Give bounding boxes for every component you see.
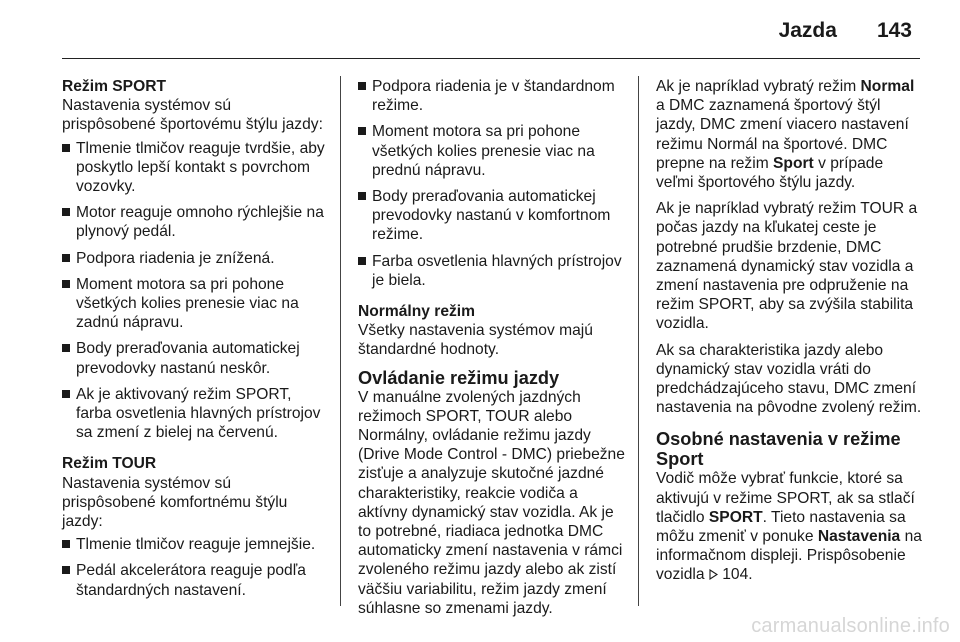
tour-mode-intro: Nastavenia systémov sú prispôsobené komfortnému štýlu jazdy: bbox=[62, 474, 288, 531]
list-item: Pedál akcelerátora reaguje podľa štandardných nastavení. bbox=[62, 561, 328, 599]
page-header bbox=[779, 18, 912, 44]
tour-mode-list-continued bbox=[358, 77, 630, 290]
section-title: Jazda bbox=[778, 19, 837, 42]
header-rule bbox=[62, 58, 920, 59]
column-divider-2 bbox=[638, 76, 639, 606]
list-item: Tlmenie tlmičov reaguje jemnejšie. bbox=[62, 535, 328, 554]
dmc-tour-example: Ak je napríklad vybratý režim TOUR a počas jazdy na kľukatej ceste je potrebné prudšie brzdenie, DMC zaznamená dynamický stav vozidla a zmení nastavenia pre odpruženie na režim SPORT, aby sa zvýšila stabilita vozidla. bbox=[656, 200, 918, 333]
list-item: Tlmenie tlmičov reaguje tvrdšie, aby poskytlo lepší kontakt s povrchom vozovky. bbox=[62, 139, 328, 197]
text-run: Vodič môže vybrať funkcie, ktoré sa aktivujú v režime SPORT, ak sa stlačí tlačidlo bbox=[656, 470, 915, 526]
list-item: Farba osvetlenia hlavných prístrojov je biela. bbox=[358, 252, 630, 290]
text-run: a DMC zaznamená športový štýl jazdy, DMC zmení viacero nastavení režimu Normál na športové. DMC prepne na režim bbox=[656, 97, 909, 172]
list-item: Moment motora sa pri pohone všetkých kolies prenesie viac na zadnú nápravu. bbox=[62, 275, 328, 333]
column-2 bbox=[358, 77, 630, 618]
keyword-settings: Nastavenia bbox=[817, 528, 901, 546]
dmc-revert-text: Ak sa charakteristika jazdy alebo dynamický stav vozidla vráti do predchádzajúceho stavu, DMC zmení nastavenia na pôvodne zvolený režim. bbox=[656, 341, 922, 417]
column-1 bbox=[62, 77, 328, 607]
list-item: Ak je aktivovaný režim SPORT, farba osvetlenia hlavných prístrojov sa zmení z bielej na červenú. bbox=[62, 385, 328, 443]
column-divider-1 bbox=[340, 76, 341, 606]
sport-mode-list bbox=[62, 139, 328, 443]
drive-mode-control-heading: Ovládanie režimu jazdy bbox=[358, 367, 560, 388]
text-run: . Tieto nastavenia sa môžu zmeniť v ponuke bbox=[656, 508, 906, 546]
dmc-normal-example bbox=[656, 77, 924, 192]
drive-mode-control-text: V manuálne zvolených jazdných režimoch SPORT, TOUR alebo Normálny, ovládanie režimu jazdy (Drive Mode Control - DMC) priebežne zisťuje a analyzuje skutočné jazdné charakteristiky, reakcie vodiča a aktívny dynamický stav vozidla. Ak je to potrebné, riadiaca jednotka DMC automaticky zmení nastavenia v rámci zvoleného režimu jazdy alebo ak zistí väčšiu variabilitu, režim jazdy zmení súhlasne so zmenami jazdy. bbox=[358, 388, 625, 617]
keyword-sport-button: SPORT bbox=[708, 508, 763, 526]
list-item: Moment motora sa pri pohone všetkých kolies prenesie viac na prednú nápravu. bbox=[358, 122, 630, 180]
text-run: v prípade veľmi športového štýlu jazdy. bbox=[656, 154, 884, 192]
keyword-normal: Normal bbox=[860, 78, 915, 95]
text-run: na informačnom displeji. Prispôsobenie vozidla bbox=[656, 528, 922, 584]
personal-settings-heading: Osobné nastavenia v režime Sport bbox=[656, 429, 901, 470]
normal-mode-heading: Normálny režim bbox=[358, 303, 475, 321]
normal-mode-text: Všetky nastavenia systémov majú štandardné hodnoty. bbox=[358, 322, 593, 359]
watermark: carmanualsonline.info bbox=[751, 614, 950, 637]
page-ref-icon bbox=[709, 569, 718, 580]
personal-settings-text bbox=[656, 469, 924, 584]
list-item: Podpora riadenia je v štandardnom režime. bbox=[358, 77, 630, 115]
list-item: Body preraďovania automatickej prevodovky nastanú v komfortnom režime. bbox=[358, 187, 630, 245]
page-ref-number: 104. bbox=[722, 566, 753, 584]
list-item: Motor reaguje omnoho rýchlejšie na plynový pedál. bbox=[62, 203, 328, 241]
tour-mode-list bbox=[62, 535, 328, 600]
text-run: Ak je napríklad vybratý režim bbox=[656, 78, 857, 95]
list-item: Podpora riadenia je znížená. bbox=[62, 249, 328, 268]
list-item: Body preraďovania automatickej prevodovky nastanú neskôr. bbox=[62, 339, 328, 377]
keyword-sport: Sport bbox=[773, 154, 814, 172]
page-number: 143 bbox=[876, 19, 912, 42]
column-3 bbox=[656, 77, 924, 585]
sport-mode-heading: Režim SPORT bbox=[62, 78, 166, 95]
sport-mode-intro: Nastavenia systémov sú prispôsobené športovému štýlu jazdy: bbox=[62, 97, 323, 134]
tour-mode-heading: Režim TOUR bbox=[62, 455, 157, 473]
